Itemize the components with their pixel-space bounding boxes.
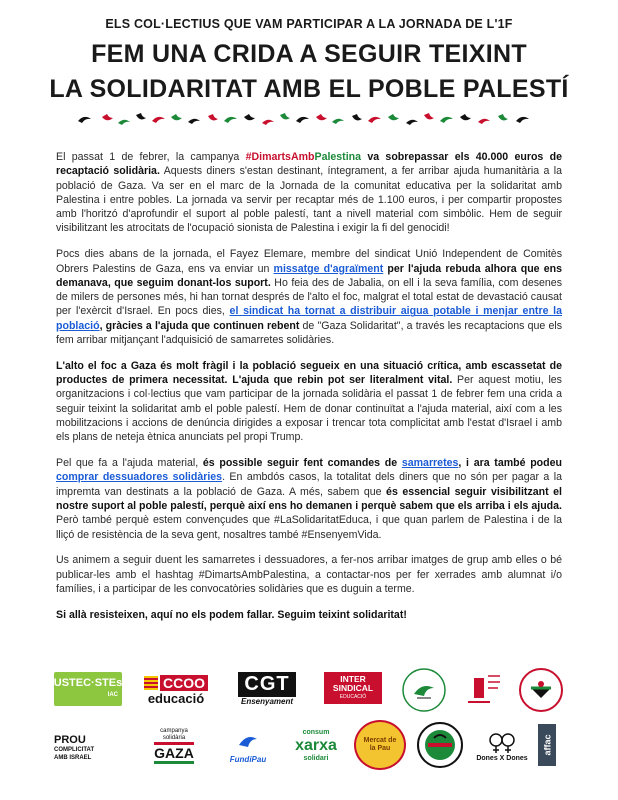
bird-icon xyxy=(388,114,399,120)
bird-icon xyxy=(224,117,237,123)
bird-icon xyxy=(316,114,327,120)
gaza-main: GAZA xyxy=(154,742,194,764)
prou-line2: COMPLICITAT xyxy=(54,746,95,753)
bird-icon xyxy=(424,113,434,119)
bird-icon xyxy=(516,117,529,123)
bird-icon xyxy=(208,114,218,120)
bird-icon xyxy=(406,120,418,125)
dove-icon xyxy=(235,729,261,755)
logos-row-2 xyxy=(54,720,566,770)
fundipau-label: FundiPau xyxy=(229,754,267,764)
bold-text: per l'ajuda rebuda alhora que ens demanava, que seguim donant-los suport. xyxy=(56,262,562,289)
mercat-pau-logo xyxy=(354,720,406,770)
intersindical-logo xyxy=(324,672,382,704)
women-symbol-icon xyxy=(484,731,520,755)
bird-icon xyxy=(332,119,344,124)
prou-complicitat-logo xyxy=(54,728,124,768)
text: El passat 1 de febrer, la campanya xyxy=(56,151,246,163)
logos-row-1 xyxy=(54,666,566,716)
ccoo-sub: educació xyxy=(147,690,205,706)
text: Per aquest motiu, les organitzacions i col·lectius que vam participar de la jornada solidària el passat 1 de febrer fem una crida a seguir teixint la solidaritat amb el poble palestí. Hem de donar continuïtat a l'ajuda material, així com a les mobilitzacions i accions de denúncia dirigides a exposar i trencar tota complicitat amb l'estat d'Israel i amb els plans de neteja ètnica anunciats pel propi Trump. xyxy=(56,374,562,444)
bird-icon xyxy=(296,117,309,123)
dones-label: Dones X Dones xyxy=(476,754,528,762)
fist-union-logo xyxy=(458,668,506,712)
bold-text: L'alto el foc a Gaza és molt fràgil i la població segueix en una situació crítica, amb escassetat de productes de primera necessitat. L'ajuda que rebin pot ser literalment vital. xyxy=(56,359,562,387)
affac-label: affac xyxy=(542,734,553,756)
bird-icon xyxy=(440,117,453,123)
bird-icon xyxy=(262,120,274,125)
hashtag-part: #Dimarts xyxy=(245,151,291,163)
palestine-committee-logo xyxy=(516,666,566,714)
dove-circle-logo xyxy=(400,666,448,714)
prou-line3: AMB ISRAEL xyxy=(54,754,92,761)
paragraph-2 xyxy=(56,247,562,347)
xarxa-logo xyxy=(286,726,346,766)
tshirts-link[interactable]: samarretes xyxy=(401,457,459,470)
hashtag-part: Amb xyxy=(290,151,315,163)
senyera-icon xyxy=(144,676,158,690)
gaza-line1: campanya xyxy=(160,728,188,734)
bold-text: , i ara també podeu xyxy=(458,457,562,470)
prou-line1: PROU xyxy=(54,733,86,746)
bird-icon xyxy=(152,117,165,123)
bird-icon xyxy=(78,117,91,123)
bird-icon xyxy=(280,113,290,119)
paragraph-4 xyxy=(56,456,562,542)
water-food-link[interactable]: el sindicat ha tornat a distribuir aigua potable i menjar entre la població xyxy=(56,305,562,332)
bird-icon xyxy=(118,120,130,125)
fundipau-logo xyxy=(220,724,276,768)
bird-icon xyxy=(498,114,508,120)
text: Però també perquè estem convençudes que #LaSolidaritatEduca, i que quan parlem de Palestina i de la lliçó de resistència de la seva gent, nosaltres també #EnsenyemVida. xyxy=(56,514,562,541)
bird-icon xyxy=(136,113,146,119)
bold-text: és possible seguir fent comandes de xyxy=(202,457,402,470)
gaza-line2: solidària xyxy=(162,735,186,741)
text: de "Gaza Solidaritat", a través les recaptacions que els fem arribar mitjançant l'adquisició de samarretes solidàries. xyxy=(56,319,562,347)
dones-x-dones-logo xyxy=(474,724,530,768)
palestina-lliure-logo xyxy=(414,720,466,770)
bird-icon xyxy=(460,114,471,120)
ustec-logo xyxy=(54,672,122,706)
sweatshirts-link[interactable]: comprar dessuadores solidàries xyxy=(56,471,223,484)
bold-text: , gràcies a l'ajuda que continuen rebent xyxy=(99,319,300,332)
intersindical-sub: EDUCACIÓ xyxy=(339,693,367,700)
bird-icon xyxy=(171,114,182,120)
cgt-sub: Ensenyament xyxy=(240,697,294,706)
ustec-label: USTEC·STEs xyxy=(53,677,123,689)
xarxa-main: xarxa xyxy=(295,737,337,754)
paragraph-1 xyxy=(56,150,562,236)
paragraph-3 xyxy=(56,359,562,445)
intersindical-label: INTER SINDICAL xyxy=(332,673,374,693)
text: Pel que fa a l'ajuda material, xyxy=(56,457,203,470)
text: Aquests diners s'estan destinant, íntegrament, a fer arribar ajuda humanitària a la població de Gaza. Va ser en el marc de la Jornada de la comunitat educativa per la solidaritat amb Palestina i entre pobles. La jornada va servir per recaptar més de 1.100 euros, i per compartir propostes amb l'horitzó d'aprofundir el suport al poble palestí, tant a nivell material com simbòlic. Hem de seguir visibilitzant les atrocitats de l'ocupació sionista de Palestina i exigir la fi del genocidi! xyxy=(56,165,563,235)
title-line-2: LA SOLIDARITAT AMB EL POBLE PALESTÍ xyxy=(49,75,569,103)
gaza-campaign-logo xyxy=(144,724,204,768)
cgt-label: CGT xyxy=(238,672,295,697)
paragraph-5 xyxy=(56,553,562,596)
xarxa-line1: consum xyxy=(302,729,330,736)
text: Ho feia des de Jabalia, on ell i la seva família, com desenes de milers de persones més, hi han tornat després de l'alto el foc, malgrat el total estat de devastació causat per l'exèrcit d'Israel. En pocs dies, xyxy=(56,276,562,318)
text: Pocs dies abans de la jornada, el Fayez Elemare, membre del sindicat Unió Independent de Comitès Obrers Palestins de Gaza, ens va enviar un xyxy=(56,248,562,275)
bird-icon xyxy=(368,117,381,123)
ccoo-label: CCOO xyxy=(160,675,208,691)
affac-logo xyxy=(538,724,556,766)
bird-icon xyxy=(188,119,200,124)
bird-icon xyxy=(478,119,490,124)
closing-line: Si allà resisteixen, aquí no els podem fallar. Seguim teixint solidaritat! xyxy=(56,608,407,621)
bird-icon xyxy=(352,114,362,120)
text: . En ambdós casos, la totalitat dels diners que no són per pagar a la impremta van destinats a la població de Gaza. A més, sabem que xyxy=(56,471,562,498)
thanks-message-link[interactable]: missatge d'agraïment xyxy=(273,262,384,275)
title-line-1: FEM UNA CRIDA A SEGUIR TEIXINT xyxy=(91,40,527,68)
birds-decoration xyxy=(74,109,544,131)
cgt-logo xyxy=(232,666,302,712)
mercat-label: Mercat de la Pau xyxy=(363,737,397,752)
body-text xyxy=(56,150,562,634)
xarxa-line3: solidari xyxy=(303,755,329,762)
hashtag-part: Palestina xyxy=(314,151,362,163)
bird-icon xyxy=(102,114,113,120)
bold-text: va sobrepassar els 40.000 euros de recaptació solidària. xyxy=(56,151,562,178)
text: Us animem a seguir duent les samarretes i dessuadores, a fer-nos arribar imatges de grup amb elles o bé publicar-les amb el hashtag #DimartsAmbPalestina, a contactar-nos per fer xerrades amb alumnat i/o famílies, i a participar de les convocatòries solidàries que es duguin a terme. xyxy=(56,554,562,596)
kicker: ELS COL·LECTIUS QUE VAM PARTICIPAR A LA JORNADA DE L'1F xyxy=(105,17,513,31)
ustec-sub: IAC xyxy=(107,692,118,698)
bird-icon xyxy=(244,114,255,120)
bold-text: és essencial seguir visibilitzant el nostre suport al poble palestí, perquè així ens ho demanen i perquè sabem que els arriba i els ajuda. xyxy=(56,485,562,513)
ccoo-logo xyxy=(142,670,210,710)
